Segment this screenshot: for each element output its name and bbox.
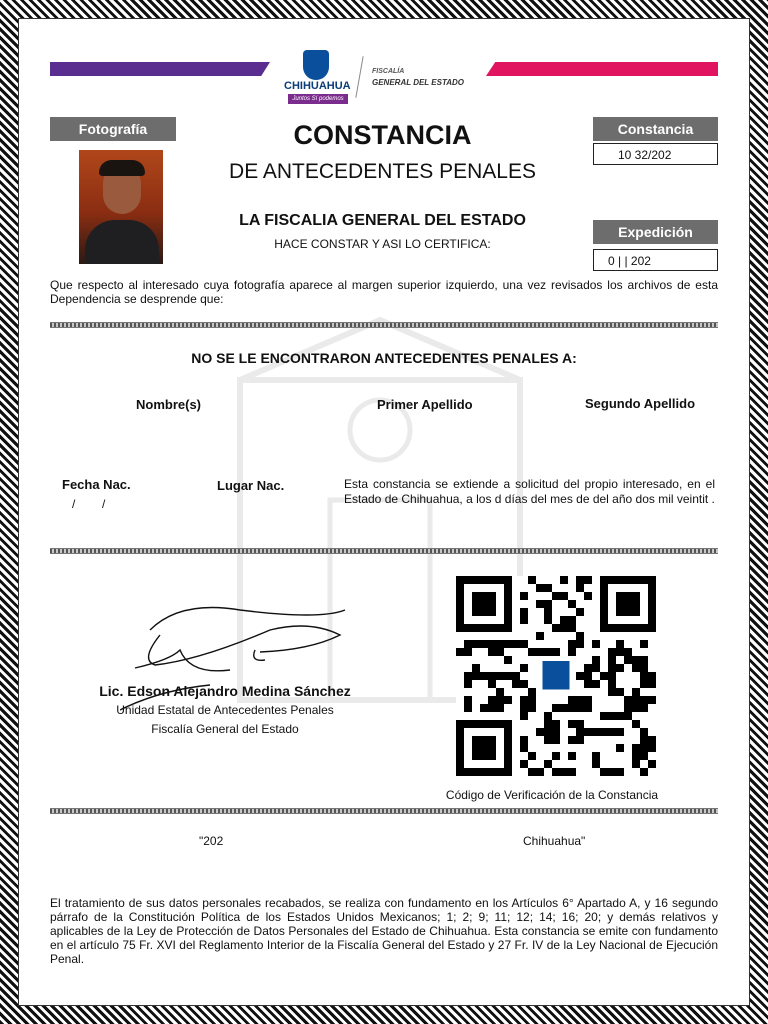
lugar-nac-label: Lugar Nac. xyxy=(217,478,285,493)
signatory-agency: Fiscalía General del Estado xyxy=(151,722,299,736)
constancia-number: 10 32/202 xyxy=(593,143,718,165)
signatory-unit: Unidad Estatal de Antecedentes Penales xyxy=(116,703,334,717)
logo-slogan: Juntos Sí podemos xyxy=(288,94,348,104)
legal-text: El tratamiento de sus datos personales recabados, se realiza con fundamento en los Artículos 6° Apartado A, y 16 segundo párrafo de la Constitución Política de los Estados Unidos Mexicanos; 1; 2; 9; 11; 12; 14; 16; 20; y demás relativos y aplicables de la Ley de Protección de Datos Personales del Estado de Chihuahua. Esta constancia se emite con fundamento en el artículo 75 Fr. XVI del Reglamento Interior de la Fiscalía General del Estado y 27 Fr. IV de la Ley Nacional de Ejecución Penal. xyxy=(50,896,718,966)
applicant-photo xyxy=(79,150,163,264)
signatory-name: Lic. Edson Alejandro Medina Sánchez xyxy=(99,683,351,699)
magenta-header-bar xyxy=(486,62,718,76)
nombre-label: Nombre(s) xyxy=(136,397,202,412)
expedicion-label: Expedición xyxy=(593,220,718,244)
segundo-apellido-label: Segundo Apellido xyxy=(585,396,696,411)
motto-left: "202 xyxy=(199,834,224,848)
issuer: LA FISCALIA GENERAL DEL ESTADO xyxy=(239,212,526,229)
chihuahua-shield-icon xyxy=(303,50,329,80)
no-records-notice: NO SE LE ENCONTRARON ANTECEDENTES PENALES A: xyxy=(191,350,577,366)
section-divider xyxy=(50,808,718,814)
section-divider xyxy=(50,548,718,554)
intro-text: Que respecto al interesado cuya fotografía aparece al margen superior izquierdo, una vez revisados los archivos de esta Dependencia se desprende que: xyxy=(50,278,718,306)
qr-caption: Código de Verificación de la Constancia xyxy=(445,788,659,802)
agency-line2: GENERAL DEL ESTADO xyxy=(372,78,465,87)
primer-apellido-label: Primer Apellido xyxy=(377,397,473,412)
extends-text: Esta constancia se extiende a solicitud del propio interesado, en el Estado de Chihuahua, a los d días del mes de del año dos mil veintit . xyxy=(344,477,715,506)
expedicion-date: 0 | | 202 xyxy=(593,249,718,271)
purple-header-bar xyxy=(50,62,270,76)
motto-right: Chihuahua" xyxy=(523,834,586,848)
fecha-nac-label: Fecha Nac. xyxy=(62,477,131,492)
document-subtitle: DE ANTECEDENTES PENALES xyxy=(229,160,536,183)
fecha-nac-value: / / xyxy=(72,497,106,511)
logo-text: CHIHUAHUA xyxy=(284,80,351,92)
constancia-label: Constancia xyxy=(593,117,718,141)
agency-line1: FISCALÍA xyxy=(372,68,405,75)
section-divider xyxy=(50,322,718,328)
photo-label: Fotografía xyxy=(50,117,176,141)
verification-qr-code[interactable] xyxy=(456,576,656,776)
signature-icon xyxy=(120,590,360,720)
document-title: CONSTANCIA xyxy=(293,120,472,150)
certify-line: HACE CONSTAR Y ASI LO CERTIFICA: xyxy=(274,237,491,251)
